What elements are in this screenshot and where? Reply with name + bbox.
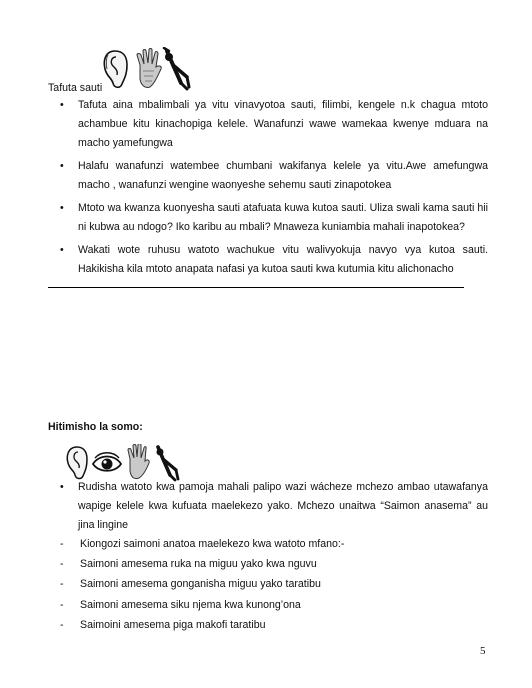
list-item-text: Saimoini amesema piga makofi taratibu bbox=[80, 618, 266, 631]
list-item bbox=[60, 535, 344, 554]
page-number: 5 bbox=[480, 645, 486, 657]
ear-icon bbox=[104, 51, 127, 87]
list-item-text: Kiongozi saimoni anatoa maelekezo kwa watoto mfano:- bbox=[80, 538, 345, 550]
section-title: Tafuta sauti bbox=[48, 82, 103, 94]
dash-marker: - bbox=[60, 618, 64, 631]
horizontal-divider bbox=[48, 287, 464, 288]
bullet-marker: • bbox=[60, 481, 64, 493]
bullet-marker: • bbox=[60, 244, 64, 256]
section2-bullet-list bbox=[60, 478, 488, 535]
list-item-text: Saimoni amesema gonganisha miguu yako taratibu bbox=[80, 578, 321, 591]
section2-dash-list bbox=[60, 535, 344, 636]
bullet-marker: • bbox=[60, 160, 64, 172]
list-item bbox=[60, 596, 344, 615]
list-item bbox=[60, 157, 488, 195]
section-heading: Hitimisho la somo: bbox=[48, 421, 143, 433]
dash-marker: - bbox=[60, 598, 64, 611]
activity-icons-row bbox=[101, 47, 191, 96]
stretching-figure-icon bbox=[157, 447, 179, 480]
dash-marker: - bbox=[60, 578, 64, 591]
list-item bbox=[60, 241, 488, 279]
bullet-marker: • bbox=[60, 202, 64, 214]
list-item-text: Tafuta aina mbalimbali ya vitu vinavyotoa sauti, filimbi, kengele n.k chagua mtoto achambue kitu kinachopiga kelele. Wanafunzi wawe wamekaa kwenye mduara na macho yamefungwa bbox=[78, 99, 488, 149]
dash-marker: - bbox=[60, 538, 64, 550]
ear-icon bbox=[67, 447, 87, 479]
list-item bbox=[60, 575, 344, 594]
list-item-text: Saimoni amesema ruka na miguu yako kwa nguvu bbox=[80, 558, 317, 571]
list-item bbox=[60, 96, 488, 153]
eye-icon bbox=[93, 453, 121, 471]
list-item-text: Mtoto wa kwanza kuonyesha sauti atafuata kuwa kutoa sauti. Uliza swali kama sauti hii ni kubwa au ndogo? Iko karibu au mbali? Mnaweza kuniambia mahali inapotokea? bbox=[78, 202, 488, 233]
list-item-text: Halafu wanafunzi watembee chumbani wakifanya kelele ya vitu.Awe amefungwa macho , wanafunzi wengine waonyeshe sehemu sauti zinapotokea bbox=[78, 160, 488, 191]
list-item-text: Wakati wote ruhusu watoto wachukue vitu walivyokuja navyo vya kutoa sauti. Hakikisha kila mtoto anapata nafasi ya kutoa sauti kwa kutumia kitu alichonacho bbox=[78, 244, 488, 275]
list-item-text: Rudisha watoto kwa pamoja mahali palipo wazi wácheze mchezo ambao utawafanya wapige kelele kwa kufuata maelekezo yako. Mchezo unaitwa “Saimon anasema” au jina lingine bbox=[78, 481, 488, 531]
list-item bbox=[60, 555, 344, 574]
list-item-text: Saimoni amesema siku njema kwa kunong’ona bbox=[80, 598, 301, 611]
list-item bbox=[60, 199, 488, 237]
hand-icon bbox=[128, 444, 149, 479]
list-item bbox=[60, 478, 488, 535]
dash-marker: - bbox=[60, 558, 64, 571]
list-item bbox=[60, 616, 344, 635]
section1-bullet-list bbox=[60, 96, 488, 283]
hand-icon bbox=[137, 49, 161, 88]
bullet-marker: • bbox=[60, 99, 64, 111]
stretching-figure-icon bbox=[164, 48, 189, 89]
